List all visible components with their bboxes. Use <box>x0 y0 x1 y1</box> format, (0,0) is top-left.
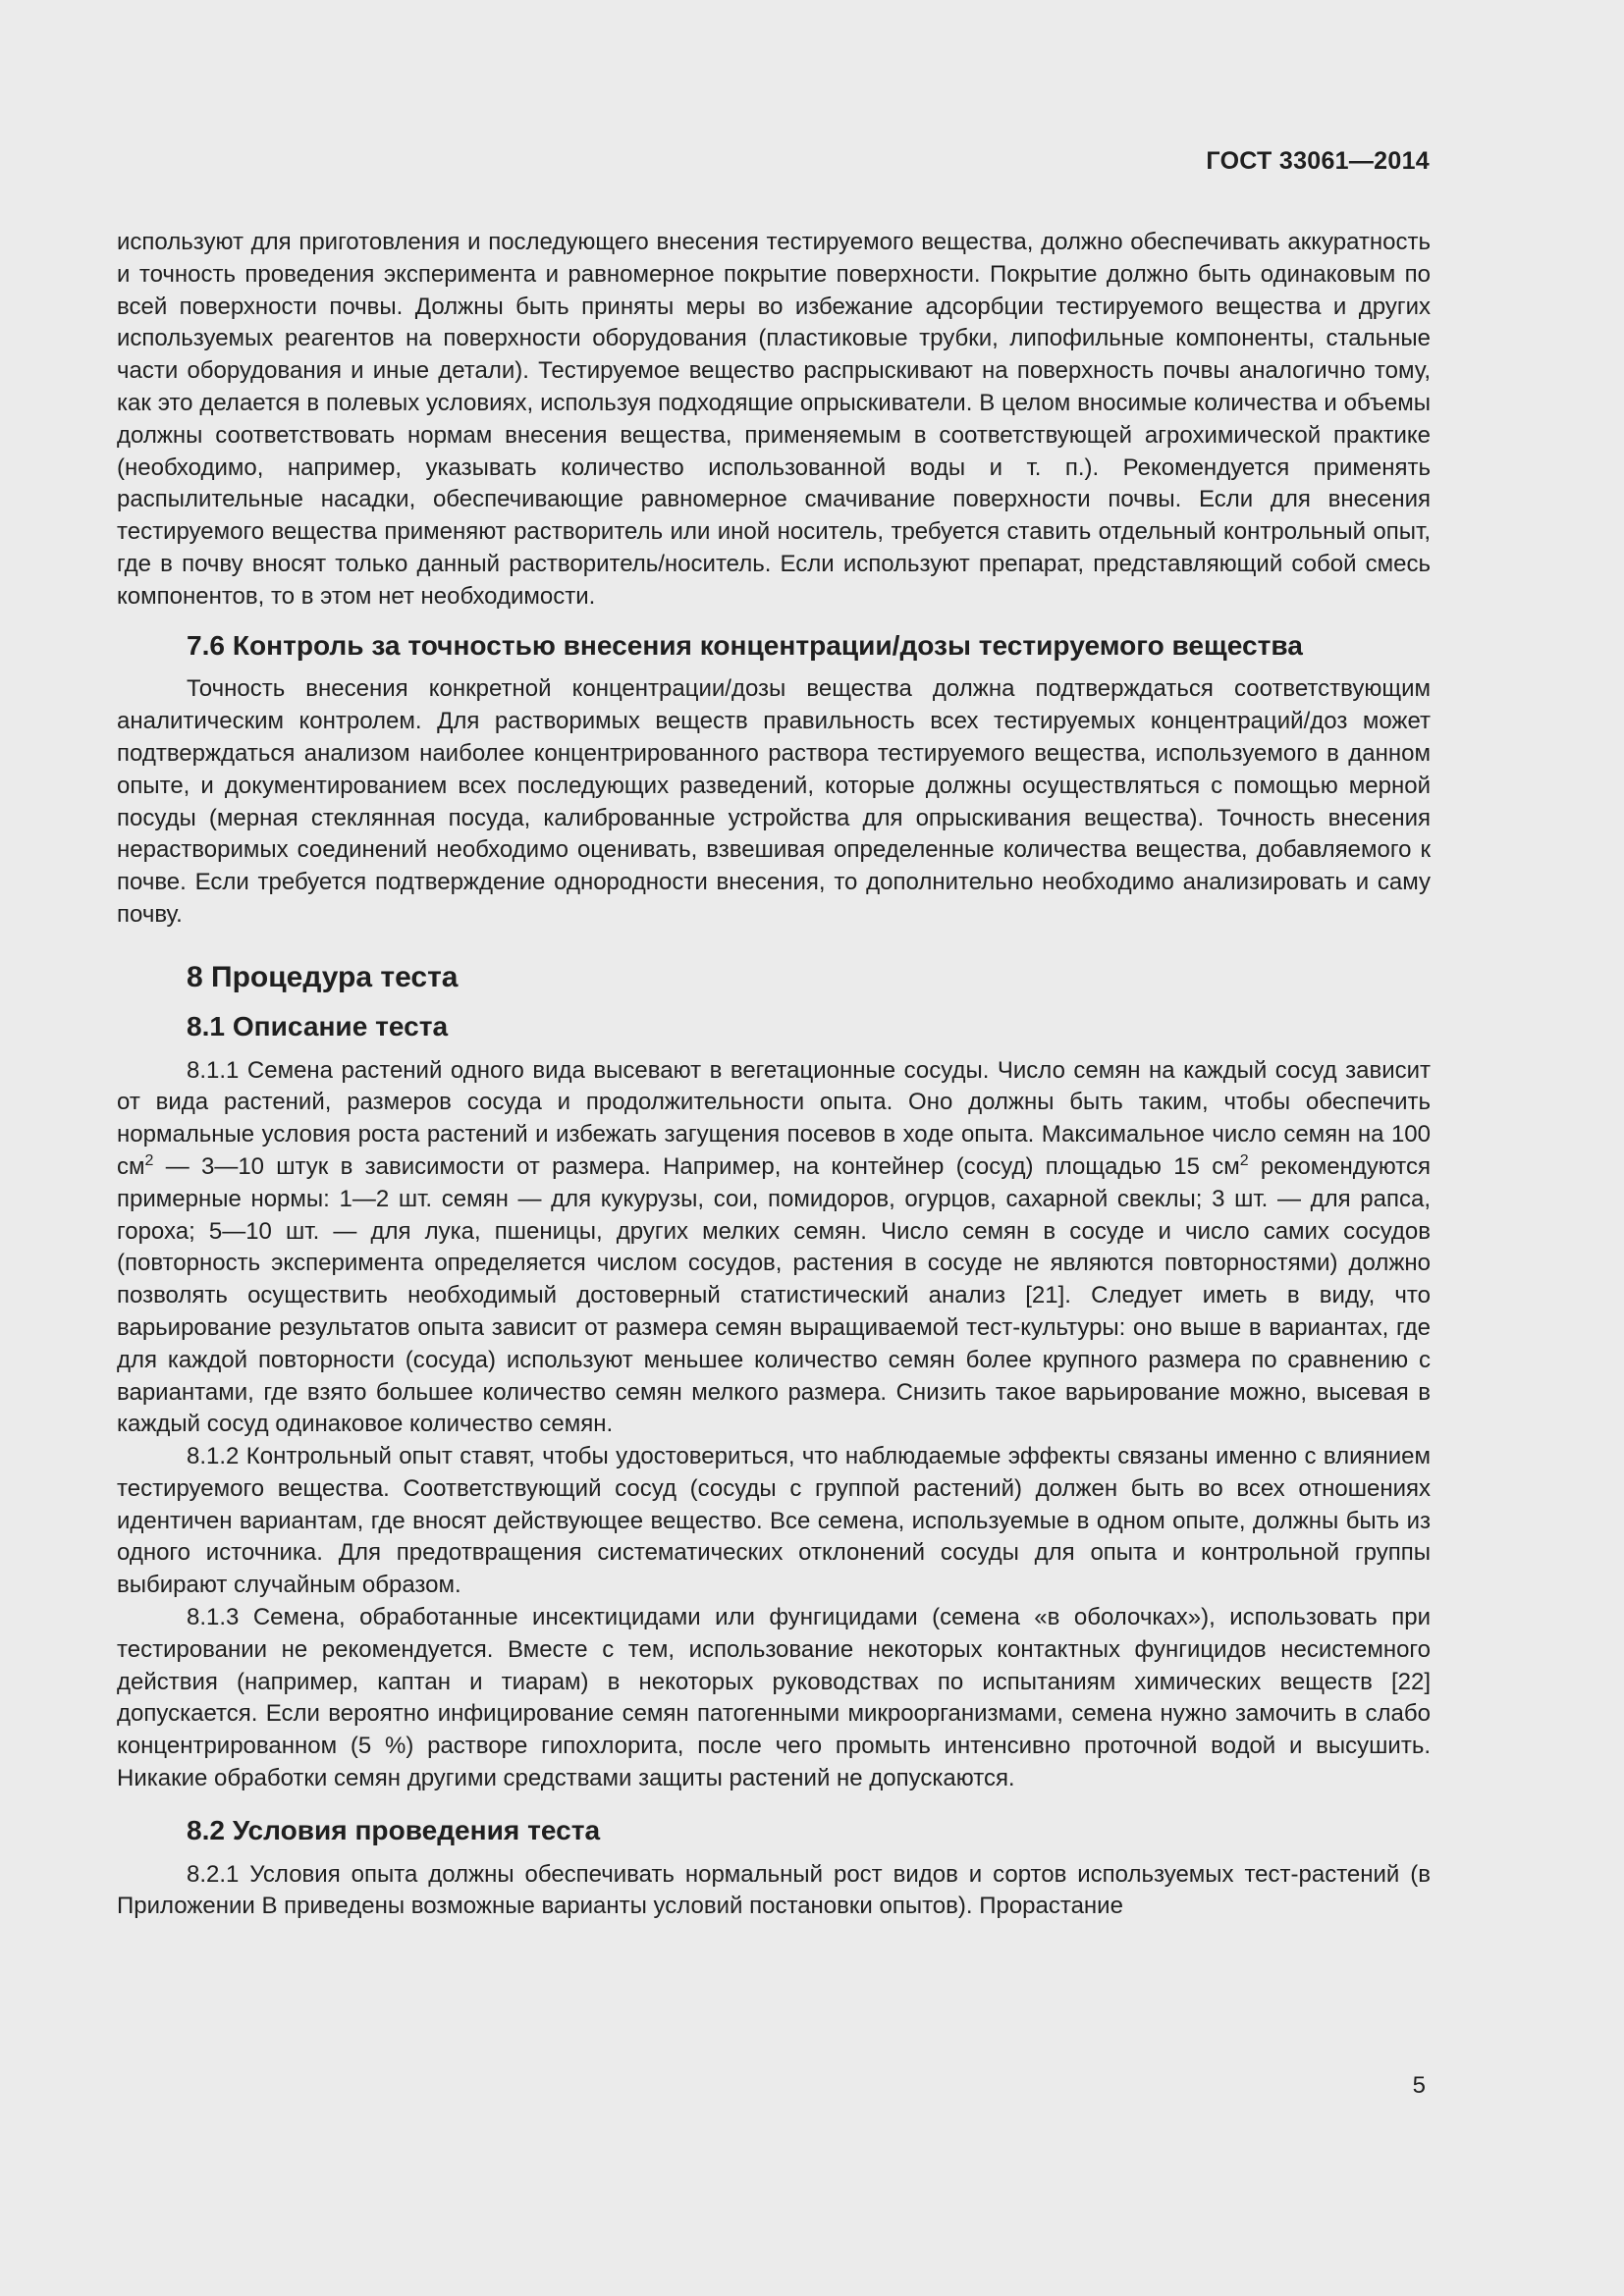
paragraph-8-1-1-part-c: рекомендуются примерные нормы: 1—2 шт. семян — для кукурузы, сои, помидоров, огурцов, сахарной свеклы; 3 шт. — для рапса, гороха; 5—10 шт. — для лука, пшеницы, других мелких семян. Число семян в сосуде и число самих сосудов (повторность эксперимента определяется числом сосудов, растения в сосуде не являются повторностями) должно позволять осуществить необходимый достоверный статистический анализ [21]. Следует иметь в виду, что варьирование результатов опыта зависит от размера семян выращиваемой тест-культуры: оно выше в вариантах, где для каждой повторности (сосуда) используют меньшее количество семян более крупного размера по сравнению с вариантами, где взято большее количество семян мелкого размера. Снизить такое варьирование можно, высевая в каждый сосуд одинаковое количество семян. <box>117 1152 1432 1438</box>
paragraph-8-1-1-part-a: 8.1.1 Семена растений одного вида высевают в вегетационные сосуды. Число семян на каждый сосуд зависит от вида растений, размеров сосуда и продолжительности опыта. Оно должны быть таким, чтобы обеспечить нормальные условия роста растений и избежать загущения посевов в ходе опыта. Максимальное число семян на 100 см <box>117 1056 1431 1180</box>
heading-8-1 <box>117 1011 1431 1043</box>
paragraph-8-1-1-part-b: — 3—10 штук в зависимости от размера. Например, на контейнер (сосуд) площадью 15 см <box>153 1152 1240 1180</box>
paragraph-continuation: используют для приготовления и последующего внесения тестируемого вещества, должно обеспечивать аккуратность и точность проведения эксперимента и равномерное покрытие поверхности. Покрытие должно быть одинаковым по всей поверхности почвы. Должны быть приняты меры во избежание адсорбции тестируемого вещества и других используемых реагентов на поверхности оборудования (пластиковые трубки, липофильные компоненты, стальные части оборудования и иные детали). Тестируемое вещество распрыскивают на поверхность почвы аналогично тому, как это делается в полевых условиях, используя подходящие опрыскиватели. В целом вносимые количества и объемы должны соответствовать нормам внесения вещества, применяемым в соответствующей агрохимической практике (необходимо, например, указывать количество использованной воды и т. п.). Рекомендуется применять распылительные насадки, обеспечивающие равномерное смачивание поверхности почвы. Если для внесения тестируемого вещества применяют растворитель или иной носитель, требуется ставить отдельный контрольный опыт, где в почву вносят только данный растворитель/носитель. Если используют препарат, представляющий собой смесь компонентов, то в этом нет необходимости. <box>117 229 1431 610</box>
paragraph-8-1-1 <box>117 1055 1431 1442</box>
superscript-2: 2 <box>1239 1151 1249 1169</box>
paragraph-8-2-1: 8.2.1 Условия опыта должны обеспечивать нормальный рост видов и сортов используемых тест-растений (в Приложении В приведены возможные варианты условий постановки опытов). Прорастание <box>117 1860 1431 1920</box>
paragraph-8-1-3: 8.1.3 Семена, обработанные инсектицидами или фунгицидами (семена «в оболочках»), использовать при тестировании не рекомендуется. Вместе с тем, использование некоторых контактных фунгицидов несистемного действия (например, каптан и тиарам) в некоторых руководствах по испытаниям химических веществ [22] допускается. Если вероятно инфицирование семян патогенными микроорганизмами, семена нужно замочить в слабо концентрированном (5 %) растворе гипохлорита, после чего промыть интенсивно проточной водой и высушить. Никакие обработки семян другими средствами защиты растений не допускаются. <box>117 1604 1431 1792</box>
document-body <box>117 227 1431 1923</box>
standard-number: ГОСТ 33061—2014 <box>1206 147 1430 175</box>
heading-8-text: 8 Процедура теста <box>187 960 459 993</box>
heading-8 <box>117 960 1431 995</box>
heading-8-2 <box>117 1815 1431 1847</box>
heading-7-6-text: 7.6 Контроль за точностью внесения концентрации/дозы тестируемого вещества <box>187 629 1303 661</box>
paragraph-7-6: Точность внесения конкретной концентрации/дозы вещества должна подтверждаться соответствующим аналитическим контролем. Для растворимых веществ правильность всех тестируемых концентраций/доз может подтверждаться анализом наиболее концентрированного раствора тестируемого вещества, используемого в данном опыте, и документированием всех последующих разведений, которые должны осуществляться с помощью мерной посуды (мерная стеклянная посуда, калиброванные устройства для опрыскивания вещества). Точность внесения нерастворимых соединений необходимо оценивать, взвешивая определенные количества вещества, добавляемого к почве. Если требуется подтверждение однородности внесения, то дополнительно необходимо анализировать и саму почву. <box>117 675 1431 928</box>
heading-8-2-text: 8.2 Условия проведения теста <box>187 1814 601 1845</box>
superscript-2: 2 <box>144 1151 154 1169</box>
heading-7-6 <box>117 630 1431 663</box>
paragraph-8-1-2: 8.1.2 Контрольный опыт ставят, чтобы удостовериться, что наблюдаемые эффекты связаны именно с влиянием тестируемого вещества. Соответствующий сосуд (сосуды с группой растений) должен быть во всех отношениях идентичен вариантам, где вносят действующее вещество. Все семена, используемые в одном опыте, должны быть из одного источника. Для предотвращения систематических отклонений сосуды для опыта и контрольной группы выбирают случайным образом. <box>117 1443 1431 1599</box>
page-number: 5 <box>1412 2072 1426 2099</box>
heading-8-1-text: 8.1 Описание теста <box>187 1010 449 1041</box>
